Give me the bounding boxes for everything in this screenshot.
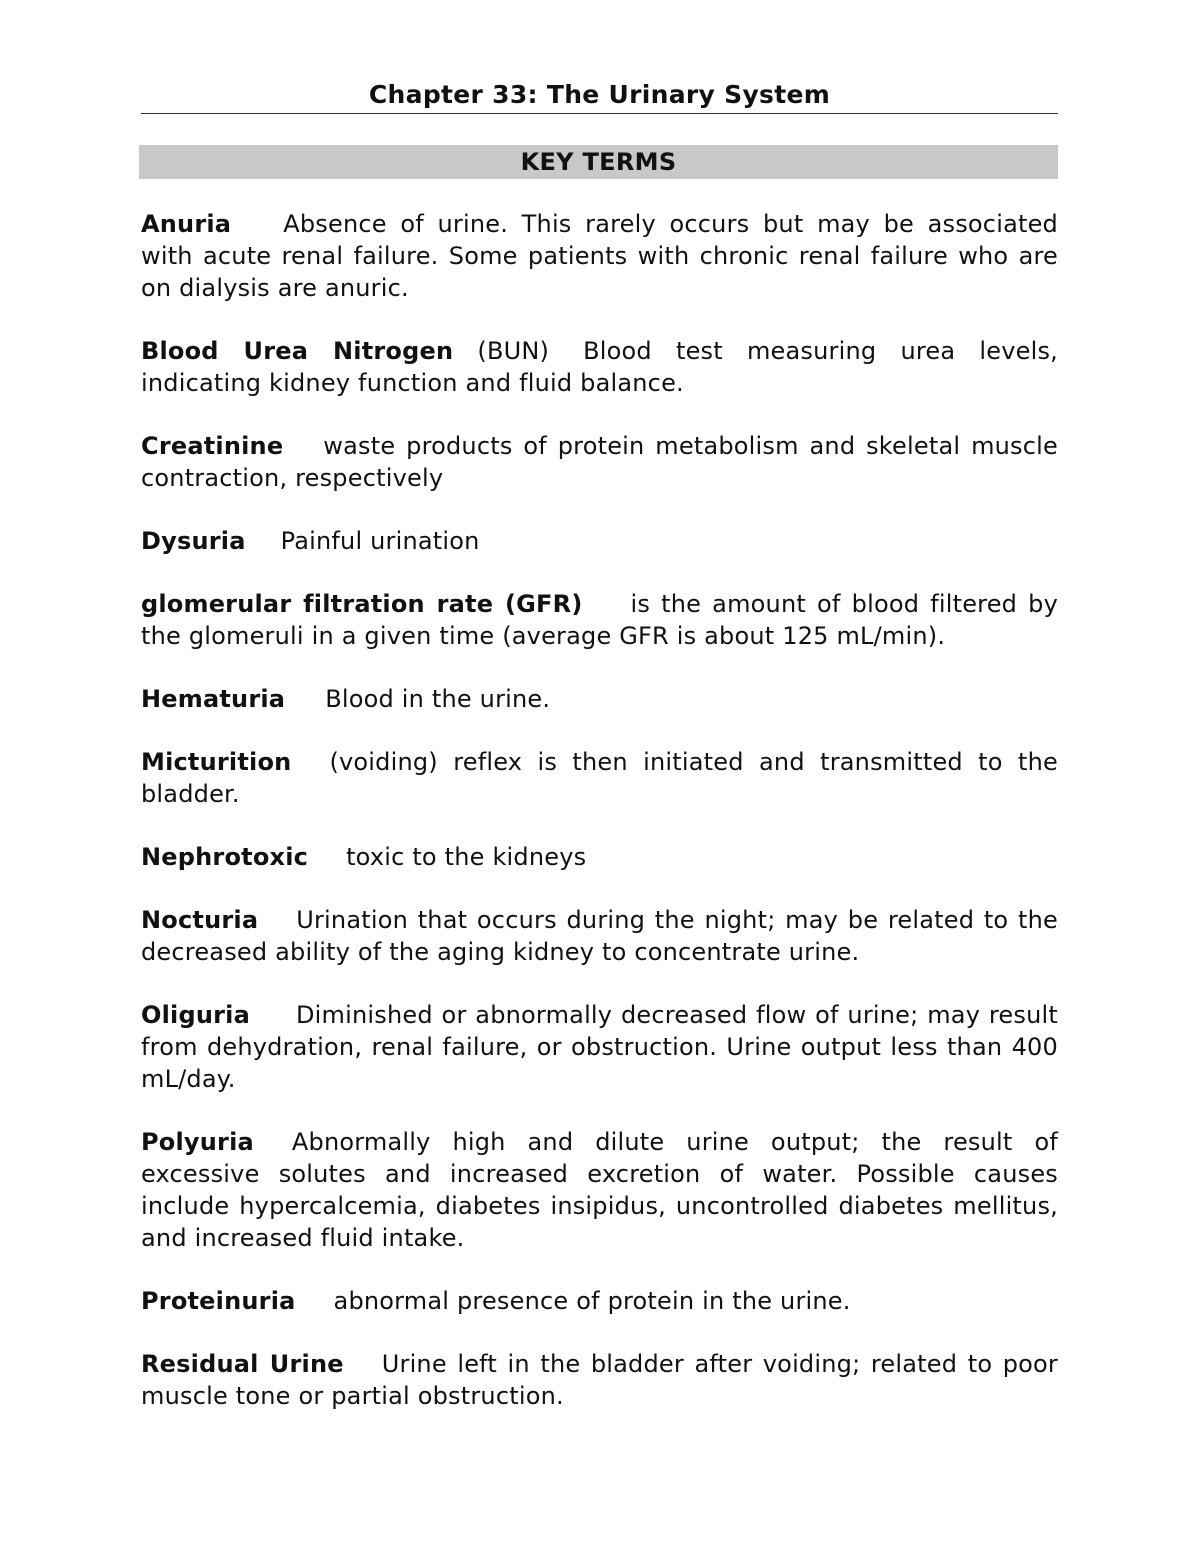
term-entry-residual-urine [141,1348,1058,1412]
term-label: Micturition [141,748,292,776]
term-label: Nocturia [141,906,259,934]
term-definition: Abnormally high and dilute urine output; the result of excessive solutes and increased excretion of water. Possible causes include hypercalcemia, diabetes insipidus, uncontrolled diabetes mellitus, and increased fluid intake. [141,1128,1058,1252]
term-label: Residual Urine [141,1350,344,1378]
term-label: Proteinuria [141,1287,296,1315]
term-definition: Diminished or abnormally decreased flow of urine; may result from dehydration, renal failure, or obstruction. Urine output less than 400 mL/day. [141,1001,1058,1093]
term-entry-nocturia [141,904,1058,968]
term-entry-bun [141,335,1058,399]
term-label: Hematuria [141,685,286,713]
term-definition: Blood test measuring urea levels, indicating kidney function and fluid balance. [141,337,1058,397]
term-entry-proteinuria [141,1285,1058,1317]
section-heading: KEY TERMS [139,145,1058,179]
term-label: Dysuria [141,527,246,555]
term-entry-anuria [141,208,1058,304]
term-label: Blood Urea Nitrogen [141,337,454,365]
term-abbreviation: (BUN) [477,337,550,365]
term-entry-oliguria [141,999,1058,1095]
term-entry-dysuria [141,525,1058,557]
term-definition: Absence of urine. This rarely occurs but may be associated with acute renal failure. Some patients with chronic renal failure who are on dialysis are anuric. [141,210,1058,302]
term-definition: abnormal presence of protein in the urine. [333,1287,851,1315]
term-definition: toxic to the kidneys [346,843,587,871]
term-label: Anuria [141,210,232,238]
term-entry-creatinine [141,430,1058,494]
term-definition: Blood in the urine. [325,685,551,713]
term-definition: Painful urination [280,527,480,555]
key-terms-list [141,208,1058,1412]
term-label: Nephrotoxic [141,843,309,871]
term-label: Oliguria [141,1001,250,1029]
term-definition: is the amount of blood filtered by the glomeruli in a given time (average GFR is about 125 mL/min). [141,590,1059,650]
term-entry-hematuria [141,683,1058,715]
term-definition: waste products of protein metabolism and skeletal muscle contraction, respectively [141,432,1058,492]
term-label: Polyuria [141,1128,254,1156]
term-entry-polyuria [141,1126,1058,1254]
document-page [141,78,1058,1443]
term-definition: Urine left in the bladder after voiding; related to poor muscle tone or partial obstruction. [141,1350,1058,1410]
term-definition: Urination that occurs during the night; may be related to the decreased ability of the aging kidney to concentrate urine. [141,906,1058,966]
term-entry-nephrotoxic [141,841,1058,873]
term-label: glomerular filtration rate (GFR) [141,590,583,618]
chapter-title: Chapter 33: The Urinary System [141,78,1058,114]
term-label: Creatinine [141,432,284,460]
term-entry-micturition [141,746,1058,810]
term-entry-gfr [141,588,1058,652]
term-definition: (voiding) reflex is then initiated and transmitted to the bladder. [141,748,1058,808]
